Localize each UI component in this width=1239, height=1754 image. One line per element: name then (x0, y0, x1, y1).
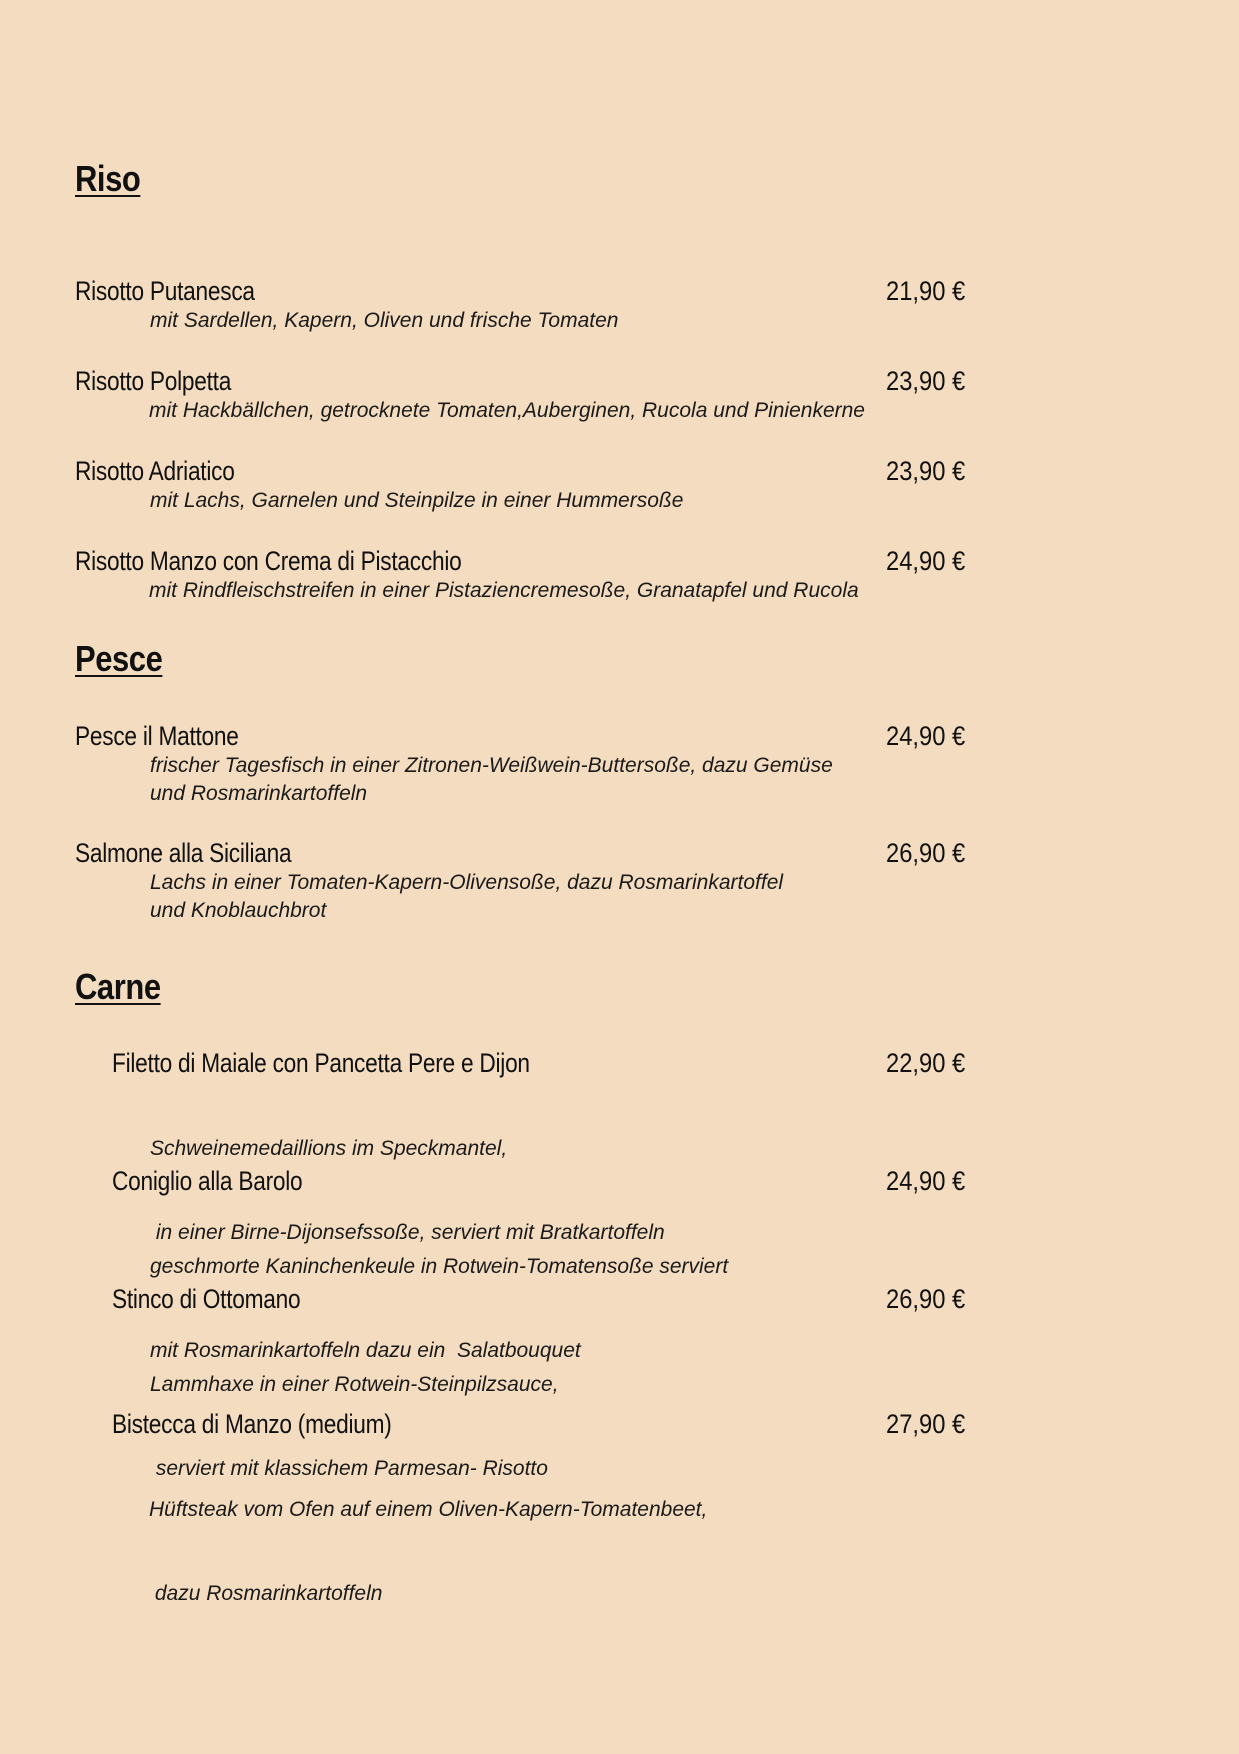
item-name: Coniglio alla Barolo (112, 1166, 303, 1196)
item-description (149, 1440, 707, 1664)
item-price: 22,90 € (886, 1048, 966, 1078)
item-name: Stinco di Ottomano (112, 1284, 301, 1314)
item-description (149, 577, 859, 605)
description-line: Hüftsteak vom Ofen auf einem Oliven-Kapern-Tomatenbeet, (149, 1498, 708, 1521)
item-price: 23,90 € (886, 456, 966, 486)
section-title-pesce: Pesce (75, 638, 163, 679)
item-price: 26,90 € (886, 1284, 966, 1314)
item-description (150, 752, 833, 808)
item-price: 26,90 € (886, 838, 966, 868)
section-title-riso: Riso (75, 158, 141, 199)
description-line: in einer Birne-Dijonsefssoße, serviert mit Bratkartoffeln (150, 1221, 665, 1244)
description-line: mit Hackbällchen, getrocknete Tomaten,Auberginen, Rucola und Pinienkerne (149, 399, 865, 422)
section-title-carne: Carne (75, 966, 161, 1007)
item-price: 27,90 € (886, 1409, 966, 1439)
item-description (150, 869, 783, 925)
item-price: 23,90 € (886, 366, 966, 396)
description-line: dazu Rosmarinkartoffeln (149, 1582, 383, 1605)
description-line: und Knoblauchbrot (150, 899, 327, 922)
item-name: Risotto Adriatico (75, 456, 235, 486)
description-line: Lammhaxe in einer Rotwein-Steinpilzsauce, (150, 1373, 559, 1396)
description-line: geschmorte Kaninchenkeule in Rotwein-Tomatensoße serviert (150, 1255, 729, 1278)
item-name: Bistecca di Manzo (medium) (112, 1409, 392, 1439)
description-line: serviert mit klassichem Parmesan- Risotto (150, 1457, 548, 1480)
description-line: mit Rosmarinkartoffeln dazu ein Salatbouquet (150, 1339, 581, 1362)
description-line: Lachs in einer Tomaten-Kapern-Olivensoße, dazu Rosmarinkartoffel (150, 871, 784, 894)
description-line: und Rosmarinkartoffeln (150, 782, 368, 805)
item-name: Risotto Polpetta (75, 366, 232, 396)
item-name: Risotto Manzo con Crema di Pistacchio (75, 546, 462, 576)
item-price: 24,90 € (886, 546, 966, 576)
item-price: 24,90 € (886, 1166, 966, 1196)
item-name: Pesce il Mattone (75, 721, 239, 751)
item-name: Salmone alla Siciliana (75, 838, 292, 868)
item-price: 21,90 € (886, 276, 966, 306)
item-price: 24,90 € (886, 721, 966, 751)
item-name: Filetto di Maiale con Pancetta Pere e Dijon (112, 1048, 530, 1078)
item-name: Risotto Putanesca (75, 276, 255, 306)
description-line: Schweinemedaillions im Speckmantel, (150, 1137, 508, 1160)
item-description (150, 307, 618, 335)
description-line: mit Rindfleischstreifen in einer Pistaziencremesoße, Granatapfel und Rucola (149, 579, 859, 602)
description-line: mit Lachs, Garnelen und Steinpilze in einer Hummersoße (150, 489, 684, 512)
item-description (149, 397, 865, 425)
description-line: frischer Tagesfisch in einer Zitronen-Weißwein-Buttersoße, dazu Gemüse (150, 754, 833, 777)
description-line: mit Sardellen, Kapern, Oliven und frische Tomaten (150, 309, 619, 332)
item-description (150, 487, 683, 515)
